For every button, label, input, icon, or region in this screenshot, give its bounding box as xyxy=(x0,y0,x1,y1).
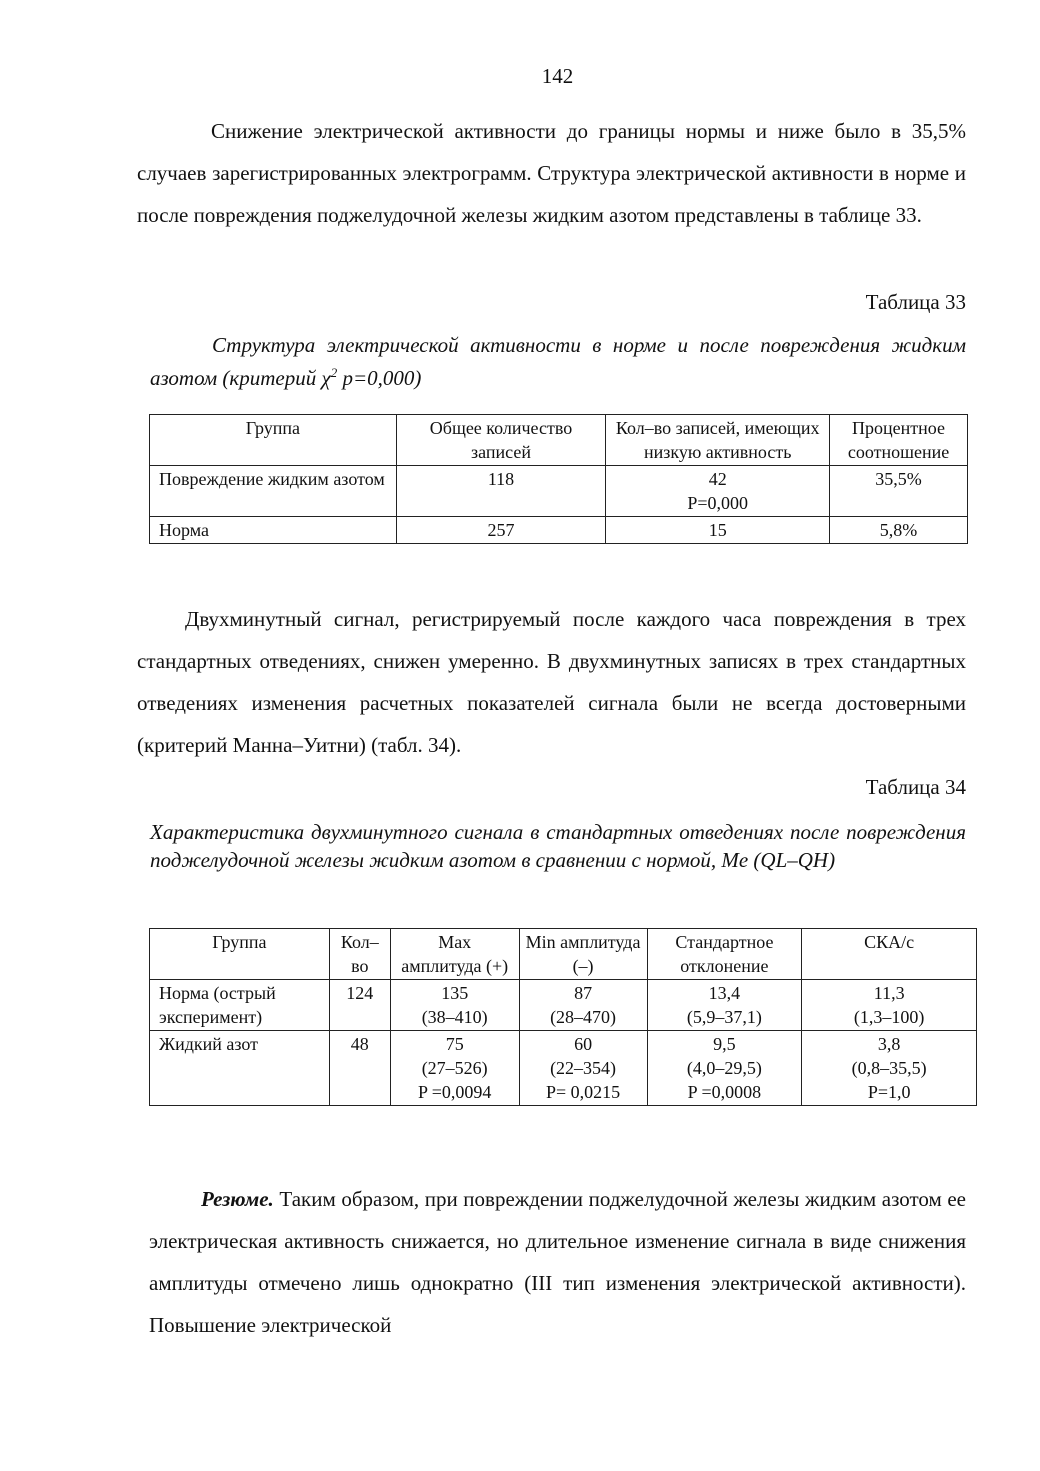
table-row xyxy=(150,517,968,544)
table33-caption-sup: 2 xyxy=(330,365,338,380)
table-row xyxy=(150,980,977,1031)
table33-header-cell: Общее количество записей xyxy=(396,415,606,466)
resume-text: Таким образом, при повреждении поджелудочной железы жидким азотом ее электрическая активность снижается, но длительное изменение сигнала в виде снижения амплитуды отмечено лишь однократно (III тип изменения электрической активности). Повышение электрической xyxy=(149,1187,966,1337)
table34-label: Таблица 34 xyxy=(865,775,966,799)
paragraph-resume xyxy=(149,1178,966,1346)
table34-header-cell: Min амплитуда (–) xyxy=(519,929,647,980)
cell-range: (28–470) xyxy=(550,1007,617,1027)
cell-p-value: P =0,0008 xyxy=(687,1082,762,1102)
cell-p-value: P =0,0094 xyxy=(417,1082,492,1102)
table33-header-row xyxy=(150,415,968,466)
cell-range: (4,0–29,5) xyxy=(686,1058,762,1078)
table34-header-cell: Кол–во xyxy=(329,929,390,980)
table-cell: Жидкий азот xyxy=(150,1031,330,1106)
table33 xyxy=(149,414,968,544)
table34-header-cell: Стандартное отклонение xyxy=(647,929,802,980)
resume-label: Резюме. xyxy=(201,1187,274,1211)
cell-range: (38–410) xyxy=(421,1007,488,1027)
cell-range: (27–526) xyxy=(421,1058,488,1078)
table-cell xyxy=(519,1031,647,1106)
page-number: 142 xyxy=(541,64,574,88)
table-cell xyxy=(390,980,519,1031)
table-cell xyxy=(519,980,647,1031)
table34-caption: Характеристика двухминутного сигнала в стандартных отведениях после повреждения поджелудочной железы жидким азотом в сравнении с нормой, Me (QL–QH) xyxy=(150,820,966,872)
table-cell xyxy=(802,980,977,1031)
table-cell: 15 xyxy=(606,517,830,544)
table-row xyxy=(150,466,968,517)
cell-range: (22–354) xyxy=(550,1058,617,1078)
cell-value: 42 xyxy=(708,469,727,489)
cell-median: 60 xyxy=(574,1034,593,1054)
table-cell: Повреждение жидким азотом xyxy=(150,466,397,517)
table34-header-row xyxy=(150,929,977,980)
table-cell: 48 xyxy=(329,1031,390,1106)
table33-header-cell: Процентное соотношение xyxy=(830,415,968,466)
table33-header-cell: Кол–во записей, имеющих низкую активность xyxy=(606,415,830,466)
table-cell xyxy=(647,980,802,1031)
table-cell: Норма xyxy=(150,517,397,544)
cell-range: (0,8–35,5) xyxy=(851,1058,927,1078)
table-cell: 118 xyxy=(396,466,606,517)
cell-median: 135 xyxy=(441,983,469,1003)
table34-header-cell: Группа xyxy=(150,929,330,980)
table-cell xyxy=(390,1031,519,1106)
table-cell: 124 xyxy=(329,980,390,1031)
paragraph-signal: Двухминутный сигнал, регистрируемый после каждого часа повреждения в трех стандартных отведениях, снижен умеренно. В двухминутных записях в трех стандартных отведениях изменения расчетных показателей сигнала были не всегда достоверными (критерий Манна–Уитни) (табл. 34). xyxy=(137,607,966,757)
cell-range: (5,9–37,1) xyxy=(686,1007,762,1027)
table-cell: 257 xyxy=(396,517,606,544)
cell-median: 3,8 xyxy=(877,1034,901,1054)
table34 xyxy=(149,928,977,1106)
cell-median: 87 xyxy=(574,983,593,1003)
table33-caption xyxy=(150,331,966,392)
table33-header-cell: Группа xyxy=(150,415,397,466)
table-row xyxy=(150,1031,977,1106)
table-cell xyxy=(802,1031,977,1106)
paragraph-intro: Снижение электрической активности до границы нормы и ниже было в 35,5% случаев зарегистрированных электрограмм. Структура электрической активности в норме и после повреждения поджелудочной железы жидким азотом представлены в таблице 33. xyxy=(137,119,966,227)
table-cell xyxy=(606,466,830,517)
table33-caption-tail: p=0,000) xyxy=(337,366,422,390)
cell-median: 13,4 xyxy=(708,983,741,1003)
table-cell: 35,5% xyxy=(830,466,968,517)
cell-p-value: P=1,0 xyxy=(867,1082,911,1102)
cell-p-value: P= 0,0215 xyxy=(545,1082,621,1102)
table-cell: 5,8% xyxy=(830,517,968,544)
cell-median: 9,5 xyxy=(713,1034,736,1054)
cell-median: 75 xyxy=(445,1034,464,1054)
table-cell xyxy=(647,1031,802,1106)
cell-p-value: P=0,000 xyxy=(687,493,749,513)
cell-range: (1,3–100) xyxy=(853,1007,925,1027)
table34-header-cell: СКА/с xyxy=(802,929,977,980)
table33-caption-text: Структура электрической активности в норме и после повреждения жидким азотом (критерий χ xyxy=(150,333,966,390)
table34-header-cell: Max амплитуда (+) xyxy=(390,929,519,980)
cell-median: 11,3 xyxy=(873,983,905,1003)
table-cell: Норма (острый эксперимент) xyxy=(150,980,330,1031)
table33-label: Таблица 33 xyxy=(865,290,966,314)
